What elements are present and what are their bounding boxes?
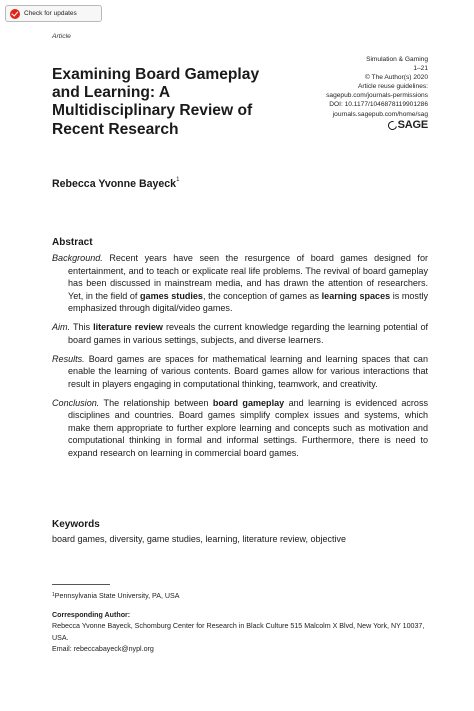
sage-swirl-icon — [386, 119, 398, 131]
page-range: 1–21 — [413, 65, 428, 73]
affiliation-footnote — [52, 592, 180, 600]
abstract-background: Background. Recent years have seen the resurgence of board games designed for entertainment, and to teach or explicate real life problems. The revival of board gameplay has been discussed in mainstream media, and has drawn the attention of researchers. Yet, in the field of games studies, the conception of games as learning spaces is mostly emphasized through digital/video games. — [52, 253, 429, 314]
abstract-conclusion: Conclusion. The relationship between board gameplay and learning is evidenced across disciplines and countries. Board games simplify complex issues and systems, which make them appropriate to further explore learning and concepts such as motivation and computational thinking in formal and informal settings. Furthermore, there is need to expand research on learning in commercial board games. — [52, 397, 428, 458]
footnote-divider — [52, 584, 110, 585]
check-mark-icon — [10, 9, 20, 19]
corresponding-author — [52, 610, 432, 655]
keyword-highlight: games studies — [140, 290, 203, 301]
corresponding-heading: Corresponding Author: — [52, 611, 131, 619]
check-for-updates-badge[interactable] — [5, 5, 102, 22]
keyword-highlight: board gameplay — [212, 397, 285, 408]
keywords-list: board games, diversity, game studies, learning, literature review, objective — [52, 534, 346, 544]
doi[interactable]: DOI: 10.1177/1046878119901286 — [329, 101, 428, 109]
journal-name: Simulation & Gaming — [366, 56, 428, 63]
permissions-link[interactable]: sagepub.com/journals-permissions — [326, 92, 428, 100]
footnote-text: Pennsylvania State University, PA, USA — [54, 592, 180, 600]
keyword-highlight: literature review — [93, 322, 163, 333]
abstract-heading: Abstract — [52, 237, 93, 248]
copyright: © The Author(s) 2020 — [364, 74, 428, 82]
footnote-mark: 1 — [52, 592, 55, 598]
abstract-aim: Aim. This literature review reveals the current knowledge regarding the learning potential of board games in various settings, subjects, and diverse learners. — [52, 322, 428, 345]
paper-title: Examining Board Gameplay and Learning: A Multidisciplinary Review of Recent Research — [52, 66, 260, 138]
corresponding-address: Rebecca Yvonne Bayeck, Schomburg Center for Research in Black Culture 515 Malcolm X Blvd, New York, NY 10037, USA. — [52, 622, 425, 642]
sage-logo-text: SAGE — [397, 118, 428, 131]
journal-meta — [278, 55, 428, 132]
keyword-highlight: learning spaces — [321, 290, 391, 301]
abstract-results: Results. Board games are spaces for mathematical learning and learning spaces that can enable the learning of various contents. Board games allow for various interactions that result in players engaging in computational thinking, teamwork, and creativity. — [52, 353, 428, 389]
author-line — [52, 178, 179, 190]
author-name: Rebecca Yvonne Bayeck — [52, 178, 177, 190]
article-type-label: Article — [52, 33, 71, 40]
journal-home-link[interactable]: journals.sagepub.com/home/sag — [332, 110, 428, 118]
reuse-guidelines-label: Article reuse guidelines: — [357, 83, 428, 91]
keywords-heading: Keywords — [52, 519, 100, 530]
abstract-body — [52, 252, 428, 466]
affiliation-mark: 1 — [176, 177, 180, 183]
corresponding-email[interactable]: Email: rebeccabayeck@nypl.org — [52, 644, 154, 653]
sage-logo — [278, 119, 428, 132]
check-for-updates-label: Check for updates — [24, 10, 77, 17]
